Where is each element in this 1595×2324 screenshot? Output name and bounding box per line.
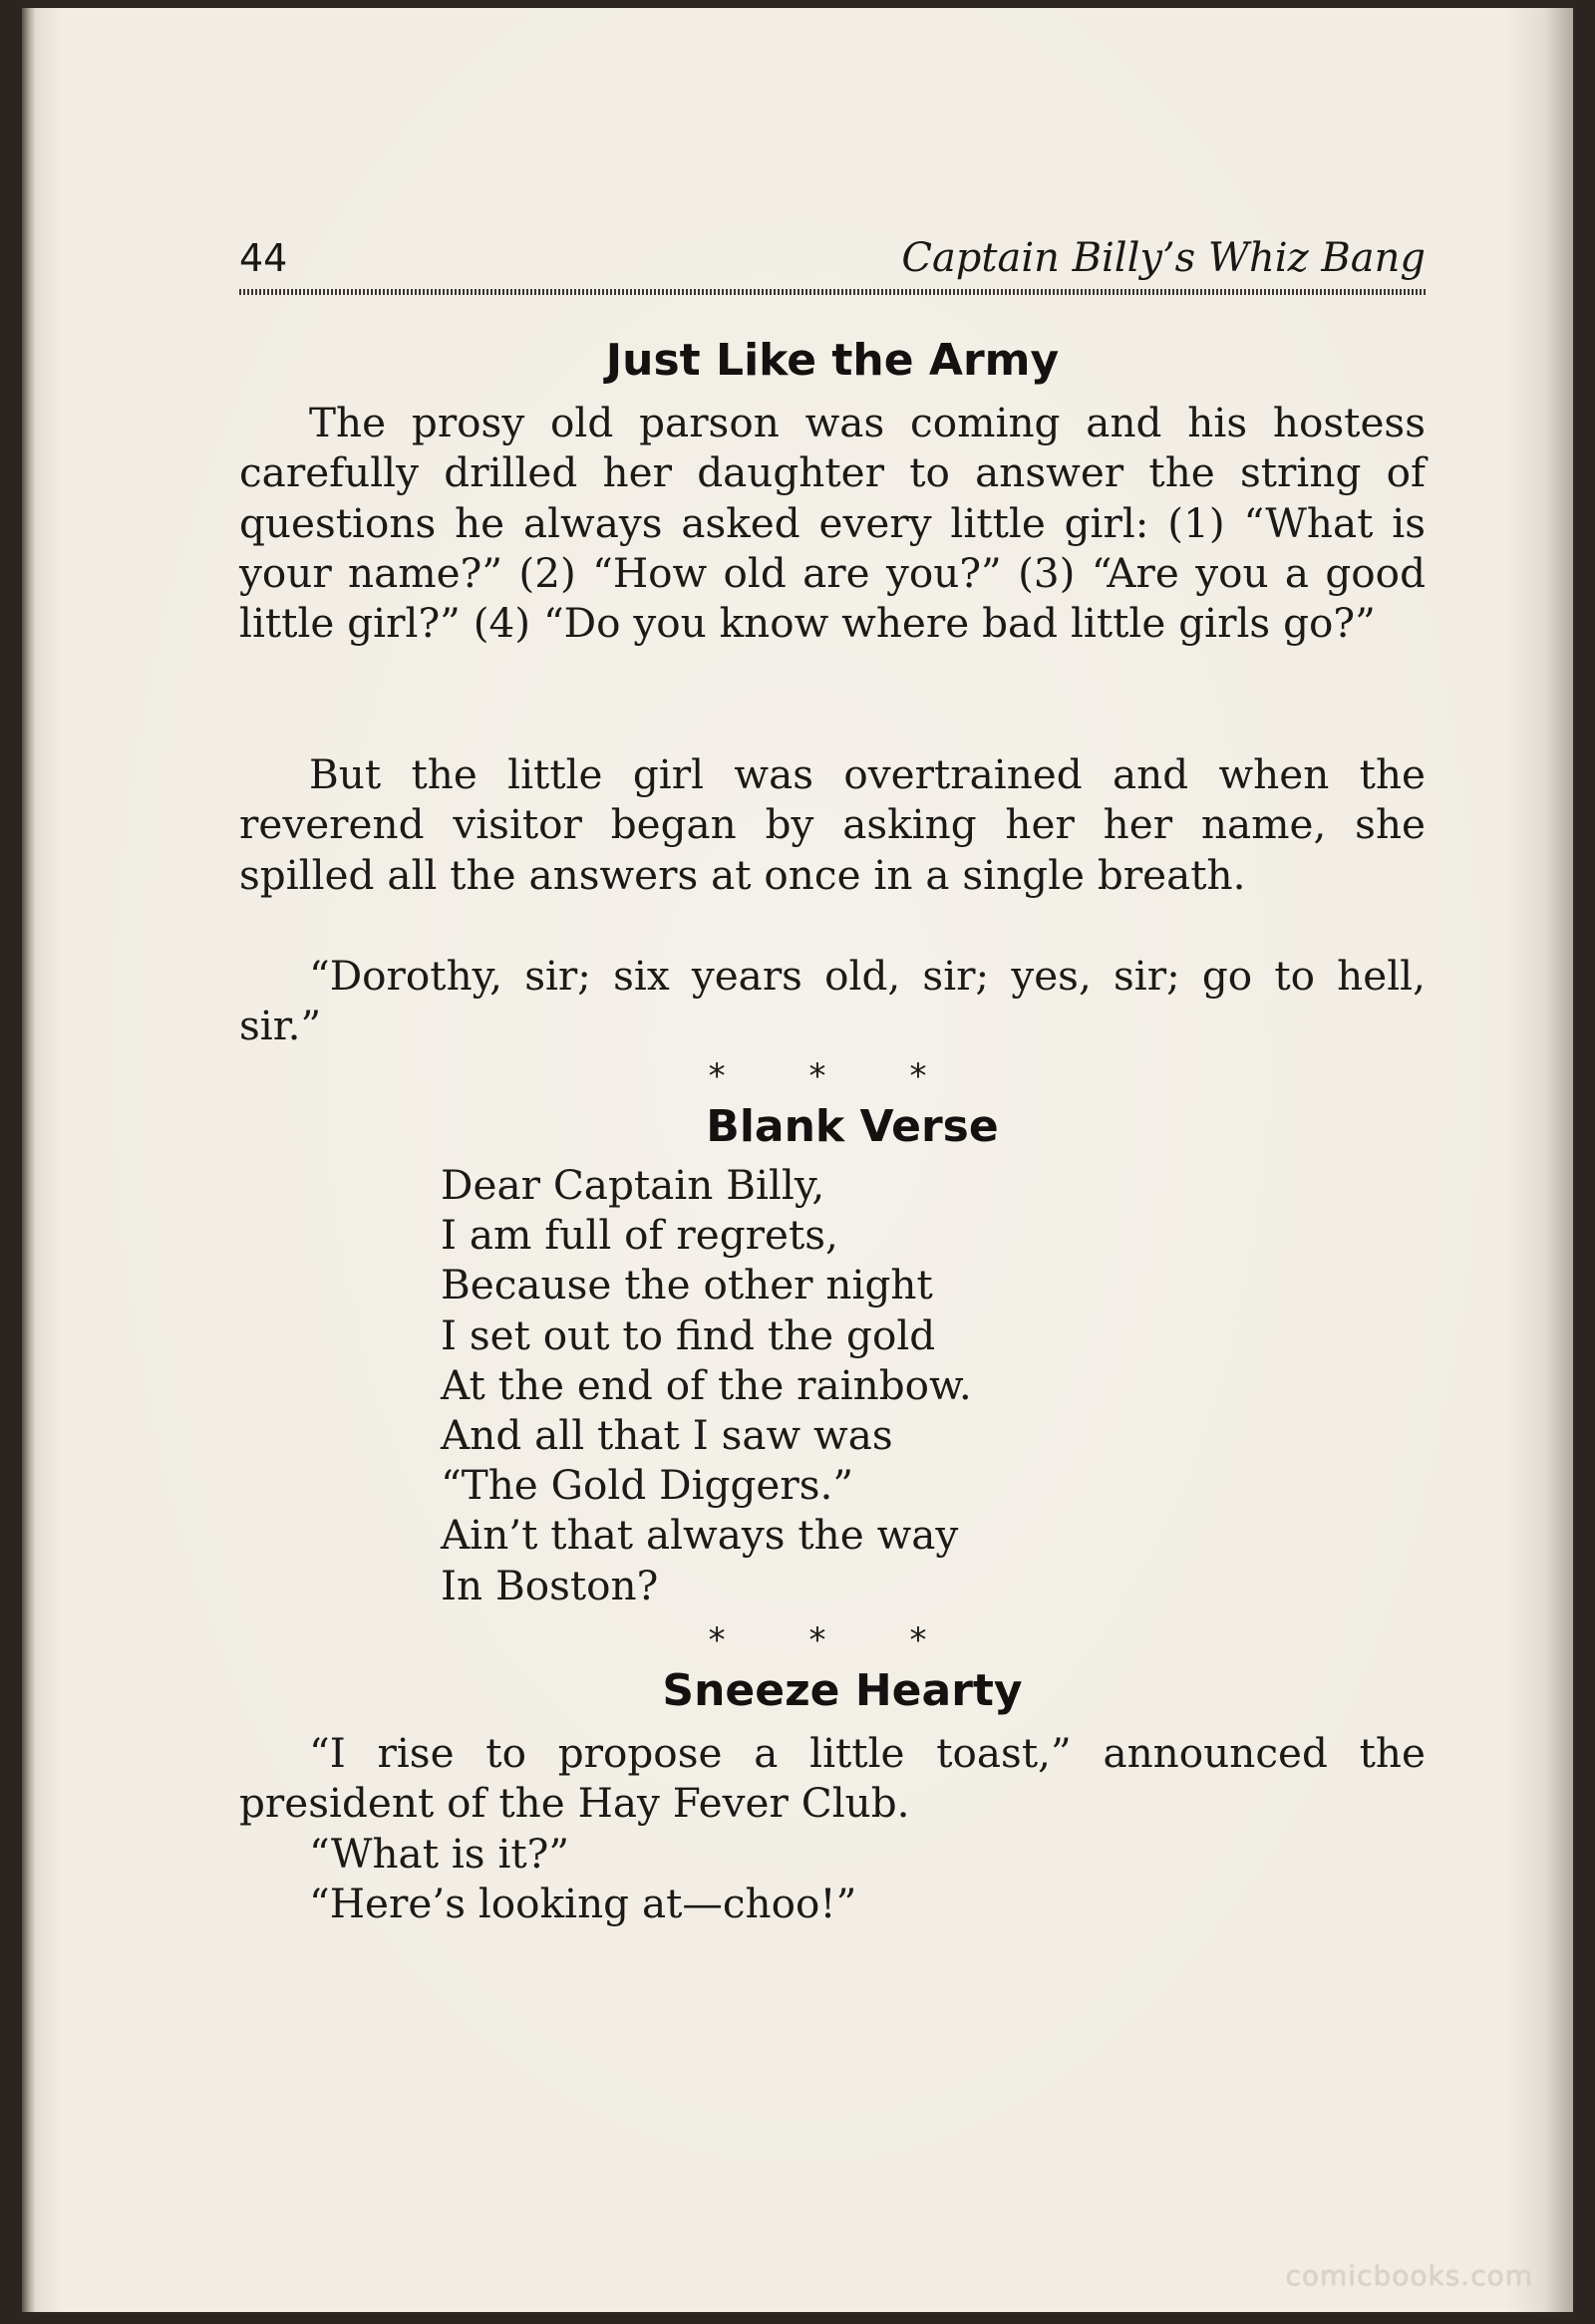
poem-line: Ain’t that always the way [441, 1511, 959, 1560]
article-title-just-like-the-army: Just Like the Army [605, 335, 1060, 386]
poem [441, 1160, 1238, 1610]
article-title-sneeze-hearty: Sneeze Hearty [662, 1665, 1023, 1716]
section-separator: * * * [706, 1056, 959, 1096]
poem-line: In Boston? [441, 1561, 659, 1609]
magazine-title: Captain Billy’s Whiz Bang [901, 235, 1426, 281]
article-title-blank-verse: Blank Verse [706, 1101, 999, 1152]
article-paragraph: But the little girl was overtrained and when the reverend visitor began by asking her her name, she spilled all the answers at once in a single breath. [239, 750, 1426, 899]
article-paragraph: The prosy old parson was coming and his hostess carefully drilled her daughter to answer the string of questions he always asked every little girl: (1) “What is your name?” (2) “How old are you?” (3) “Are you a good little girl?” (4) “Do you know where bad little girls go?” [239, 399, 1426, 648]
poem-line: Dear Captain Billy, [441, 1161, 825, 1209]
section-separator: * * * [706, 1620, 959, 1660]
article-paragraph: “Dorothy, sir; six years old, sir; yes, sir; go to hell, sir.” [239, 952, 1426, 1050]
poem-line: At the end of the rainbow. [441, 1360, 972, 1409]
poem-line: “The Gold Diggers.” [441, 1461, 854, 1510]
article-paragraph: “Here’s looking at—choo!” [309, 1880, 857, 1927]
article-paragraph: “I rise to propose a little toast,” announced the president of the Hay Fever Club. [239, 1729, 1426, 1828]
page-edge-shadow [1545, 8, 1573, 2312]
poem-line: Because the other night [441, 1261, 933, 1309]
spine-shadow [22, 8, 36, 2312]
poem-line: And all that I saw was [441, 1411, 893, 1460]
running-head [239, 235, 1426, 285]
header-rule [239, 289, 1426, 295]
watermark: comicbooks.com [1285, 2259, 1533, 2292]
poem-line: I am full of regrets, [441, 1211, 838, 1260]
article-paragraph: “What is it?” [309, 1830, 570, 1878]
poem-line: I set out to find the gold [441, 1310, 936, 1359]
page-number: 44 [239, 236, 288, 280]
magazine-page [22, 8, 1573, 2312]
